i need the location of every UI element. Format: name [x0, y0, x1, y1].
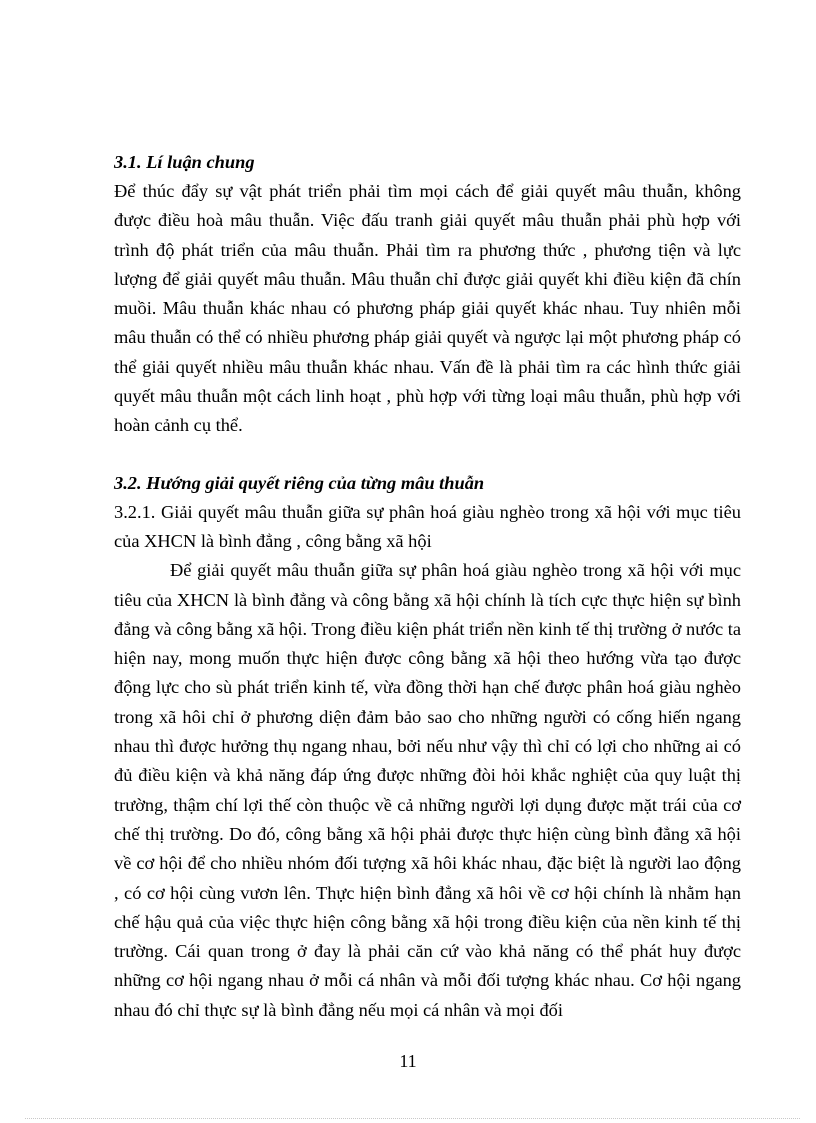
page-content	[114, 148, 741, 1025]
section-paragraph-3-2-1: Để giải quyết mâu thuẫn giữa sự phân hoá giàu nghèo trong xã hội với mục tiêu của XHCN là bình đẳng và công bằng xã hội chính là tích cực thực hiện sự bình đẳng và công bằng xã hội. Trong điều kiện phát triển nền kinh tế thị trường ở nước ta hiện nay, mong muốn thực hiện được công bằng xã hội theo hướng vừa tạo được động lực cho sù phát triển kinh tế, vừa đồng thời hạn chế được phân hoá giàu nghèo trong xã hôi chỉ ở phương diện đảm bảo sao cho những người có cống hiến ngang nhau thì được hưởng thụ ngang nhau, bởi nếu như vậy thì chỉ có lợi cho những ai có đủ điều kiện và khả năng đáp ứng được những đòi hỏi khắc nghiệt của quy luật thị trường, thậm chí lợi thế còn thuộc về cả những người lợi dụng được mặt trái của cơ chế thị trường. Do đó, công bằng xã hội phải được thực hiện cùng bình đẳng xã hội về cơ hội để cho nhiều nhóm đối tượng xã hôi khác nhau, đặc biệt là người lao động , có cơ hội cùng vươn lên. Thực hiện bình đẳng xã hôi về cơ hội chính là nhằm hạn chế hậu quả của việc thực hiện công bằng xã hội trong điều kiện của nền kinh tế thị trường. Cái quan trong ở đay là phải căn cứ vào khả năng có thể phát huy được những cơ hội ngang nhau ở mỗi cá nhân và mỗi đối tượng khác nhau. Cơ hội ngang nhau đó chỉ thực sự là bình đẳng nếu mọi cá nhân và mọi đối	[114, 560, 741, 1020]
section-paragraph-3-1: Để thúc đẩy sự vật phát triển phải tìm mọi cách để giải quyết mâu thuẫn, không được điều hoà mâu thuẫn. Việc đấu tranh giải quyết mâu thuẫn phải phù hợp với trình độ phát triển của mâu thuẫn. Phải tìm ra phương thức , phương tiện và lực lượng để giải quyết mâu thuẫn. Mâu thuẫn chỉ được giải quyết khi điều kiện đã chín muồi. Mâu thuẫn khác nhau có phương pháp giải quyết khác nhau. Tuy nhiên mỗi mâu thuẫn có thể có nhiều phương pháp giải quyết và ngược lại một phương pháp có thể giải quyết nhiều mâu thuẫn khác nhau. Vấn đề là phải tìm ra các hình thức giải quyết mâu thuẫn một cách linh hoạt , phù hợp với từng loại mâu thuẫn, phù hợp với hoàn cảnh cụ thể.	[114, 181, 741, 436]
subsection-heading-3-2-1: 3.2.1. Giải quyết mâu thuẫn giữa sự phân hoá giàu nghèo trong xã hội với mục tiêu của XHCN là bình đẳng , công bằng xã hội	[114, 501, 741, 551]
section-heading-3-1: 3.1. Lí luận chung	[114, 152, 255, 172]
page-bottom-divider	[25, 1118, 800, 1119]
section-heading-3-2: 3.2. Hướng giải quyết riêng của từng mâu thuẫn	[114, 472, 485, 493]
section-spacer	[114, 441, 741, 469]
page-number: 11	[399, 1051, 417, 1071]
